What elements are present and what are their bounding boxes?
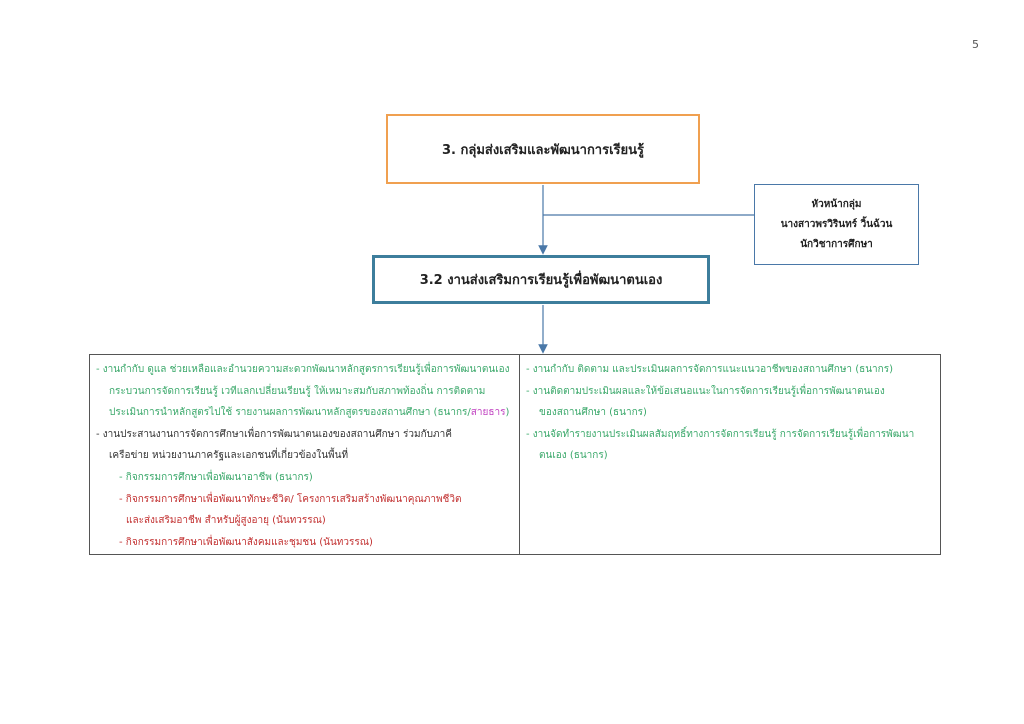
group-box: [386, 114, 700, 184]
head-box: [754, 184, 919, 265]
duty-text: ): [505, 407, 510, 419]
duty-line: [96, 402, 513, 424]
group-title: 3. กลุ่มส่งเสริมและพัฒนาการเรียนรู้: [441, 142, 645, 158]
duty-line: - กิจกรรมการศึกษาเพื่อพัฒนาอาชีพ (ธนากร): [119, 471, 313, 483]
duty-line: ตนเอง (ธนากร): [539, 450, 608, 462]
section-box: [372, 255, 710, 304]
duties-table: [89, 354, 941, 555]
duty-line: - งานประสานงานการจัดการศึกษาเพื่อการพัฒนาตนเองของสถานศึกษา ร่วมกับภาคี: [96, 428, 452, 440]
duty-line: - กิจกรรมการศึกษาเพื่อพัฒนาสังคมและชุมชน (นันทวรรณ): [119, 536, 373, 548]
section-title: 3.2 งานส่งเสริมการเรียนรู้เพื่อพัฒนาตนเอง: [419, 273, 663, 288]
head-name: นางสาวพรวิรินทร์ วิ้นฉ้วน: [780, 218, 893, 230]
duty-line: กระบวนการจัดการเรียนรู้ เวทีแลกเปลี่ยนเรียนรู้ ให้เหมาะสมกับสภาพท้องถิ่น การติดตาม: [109, 385, 486, 397]
duties-left-column: [90, 355, 520, 554]
duty-line: - งานติดตามประเมินผลและให้ข้อเสนอแนะในการจัดการเรียนรู้เพื่อการพัฒนาตนเอง: [526, 385, 885, 397]
head-role: หัวหน้ากลุ่ม: [811, 198, 862, 210]
duties-right-column: [520, 355, 940, 554]
duty-line: - งานกำกับ ติดตาม และประเมินผลการจัดการแนะแนวอาชีพของสถานศึกษา (ธนากร): [526, 364, 893, 375]
page-number: 5: [972, 38, 979, 51]
duty-text: ประเมินการนำหลักสูตรไปใช้ รายงานผลการพัฒนาหลักสูตรของสถานศึกษา (ธนากร/: [109, 407, 471, 419]
duty-line: ของสถานศึกษา (ธนากร): [539, 407, 647, 419]
head-position: นักวิชาการศึกษา: [800, 238, 873, 250]
duty-assignee: สายธาร: [470, 407, 506, 419]
duty-line: - งานกำกับ ดูแล ช่วยเหลือและอำนวยความสะดวกพัฒนาหลักสูตรการเรียนรู้เพื่อการพัฒนาตนเอง: [96, 364, 510, 375]
duty-line: เครือข่าย หน่วยงานภาครัฐและเอกชนที่เกี่ยวข้องในพื้นที่: [109, 450, 349, 462]
duty-line: - งานจัดทำรายงานประเมินผลสัมฤทธิ์ทางการจัดการเรียนรู้ การจัดการเรียนรู้เพื่อการพัฒนา: [526, 428, 915, 440]
duty-line: และส่งเสริมอาชีพ สำหรับผู้สูงอายุ (นันทวรรณ): [126, 515, 326, 527]
duty-line: - กิจกรรมการศึกษาเพื่อพัฒนาทักษะชีวิต/ โครงการเสริมสร้างพัฒนาคุณภาพชีวิต: [119, 493, 462, 505]
